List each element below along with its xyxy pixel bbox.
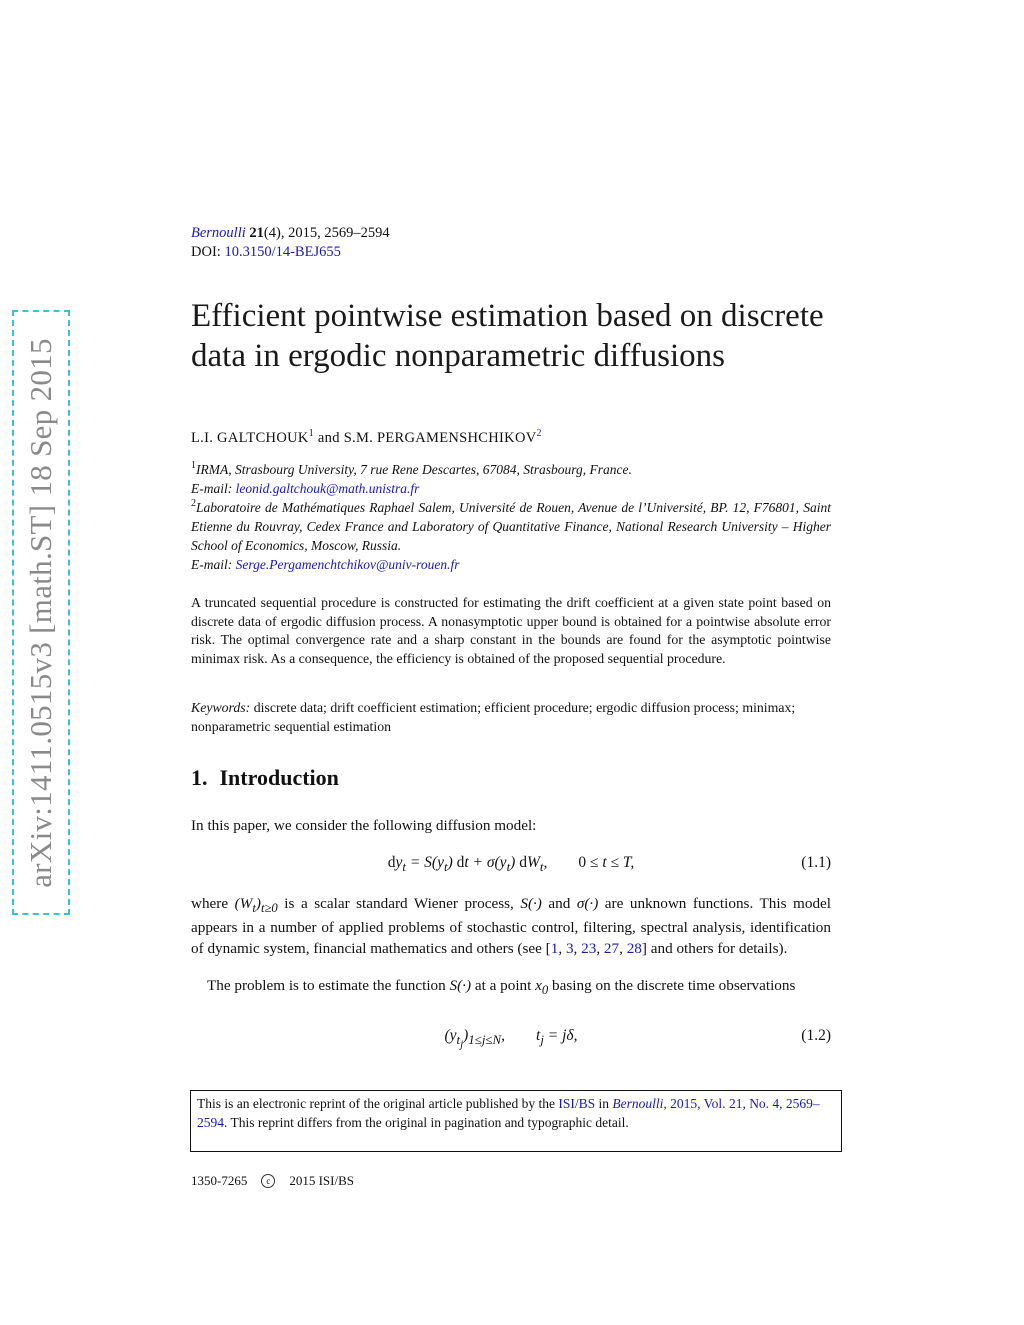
issn: 1350-7265 bbox=[191, 1173, 248, 1188]
email-link-1[interactable]: leonid.galtchouk@math.unistra.fr bbox=[235, 481, 420, 496]
section-heading bbox=[191, 765, 339, 791]
para2-text-3: and bbox=[541, 895, 577, 912]
notice-text-1: This is an electronic reprint of the original article published by the bbox=[197, 1096, 559, 1111]
equation-1-2-body: $(y_{t_j})_{1\le j\le N}$, $t_j = j\delta$, bbox=[444, 1027, 578, 1051]
author-1-sup: 1 bbox=[308, 428, 314, 439]
equation-1-2 bbox=[191, 1027, 831, 1049]
para2-text-4: are unknown functions. This model appears in a number of applied problems of stochastic control, filtering, spectral analysis, identification of dynamic system, financial mathematics and others (see [ bbox=[191, 895, 831, 957]
wiener-process-math: $(W_t)_{t\ge 0}$ bbox=[234, 895, 278, 916]
isi-bs-link[interactable]: ISI/BS bbox=[558, 1096, 596, 1111]
ref-link[interactable]: 1 bbox=[550, 939, 559, 957]
affiliation-2 bbox=[191, 498, 831, 574]
intro-paragraph: In this paper, we consider the following diffusion model: bbox=[191, 817, 537, 834]
sigma-function-math: σ(·) bbox=[576, 895, 599, 912]
journal-issue-pages: (4), 2015, 2569–2594 bbox=[263, 225, 390, 241]
reprint-notice: This is an electronic reprint of the original article published by the ISI/BS in Bernoulli, 2015, Vol. 21, No. 4, 2569–2594. This reprint differs from the original in pagination and typographic detail. bbox=[190, 1090, 842, 1152]
drift-function-math: S(·) bbox=[520, 895, 542, 912]
abstract: A truncated sequential procedure is constructed for estimating the drift coefficient at a given state point based on discrete data of ergodic diffusion process. A nonasymptotic upper bound is obtained for a pointwise absolute error risk. The optimal convergence rate and a sharp constant in the bounds are found for the asymptotic pointwise minimax risk. As a consequence, the efficiency is obtained of the proposed sequential procedure. bbox=[191, 595, 831, 667]
equation-1-2-label: (1.2) bbox=[801, 1027, 831, 1044]
paragraph-3 bbox=[191, 976, 831, 1000]
equation-1-1 bbox=[191, 854, 831, 876]
notice-text-3: . This reprint differs from the original in pagination and typographic detail. bbox=[224, 1114, 629, 1130]
para2-text-5: ] and others for details). bbox=[641, 939, 788, 957]
journal-volume: 21 bbox=[249, 225, 264, 241]
arxiv-stamp bbox=[12, 310, 70, 915]
notice-citation-link[interactable]: 2015, Vol. 21, No. 4, 2569–2594 bbox=[197, 1096, 820, 1130]
x0-math: $x_0$ bbox=[535, 977, 549, 998]
email-label-1: E-mail: bbox=[191, 481, 233, 496]
author-1: L.I. GALTCHOUK bbox=[191, 430, 309, 446]
section-title: Introduction bbox=[219, 765, 339, 790]
journal-info bbox=[191, 224, 390, 262]
footer-year-org: 2015 ISI/BS bbox=[289, 1173, 354, 1188]
copyright-icon: c bbox=[261, 1174, 275, 1188]
footer bbox=[191, 1173, 354, 1189]
ref-link[interactable]: 28 bbox=[626, 939, 642, 957]
email-link-2[interactable]: Serge.Pergamenchtchikov@univ-rouen.fr bbox=[235, 557, 460, 572]
para2-text-1: where bbox=[191, 895, 235, 912]
equation-1-1-label: (1.1) bbox=[801, 854, 831, 871]
affiliation-1 bbox=[191, 460, 831, 498]
keywords-label: Keywords: bbox=[191, 700, 251, 715]
paper-title: Efficient pointwise estimation based on discrete data in ergodic nonparametric diffusions bbox=[191, 298, 824, 374]
para2-text-2: is a scalar standard Wiener process, bbox=[277, 895, 521, 912]
journal-link[interactable]: Bernoulli bbox=[191, 225, 246, 241]
ref-link[interactable]: 3 bbox=[565, 939, 574, 957]
arxiv-id: arXiv:1411.0515v3 [math.ST] 18 Sep 2015 bbox=[23, 337, 58, 888]
doi-label: DOI: bbox=[191, 244, 221, 260]
para3-text-1: The problem is to estimate the function bbox=[207, 977, 450, 994]
s-function-math: S(·) bbox=[449, 977, 472, 994]
ref-link[interactable]: 23 bbox=[581, 939, 597, 957]
aff1-sup: 1 bbox=[191, 460, 196, 471]
author-2-sup[interactable]: 2 bbox=[536, 428, 542, 439]
notice-journal-link[interactable]: Bernoulli bbox=[612, 1096, 664, 1111]
aff1-text: IRMA, Strasbourg University, 7 rue Rene Descartes, 67084, Strasbourg, France. bbox=[196, 462, 632, 477]
equation-1-1-body: $dy_t = S(y_t)$ dt + $\sigma(y_t)$ $dW_t$, 0 ≤ t ≤ T, bbox=[387, 854, 635, 875]
keywords-text: discrete data; drift coefficient estimation; efficient procedure; ergodic diffusion process; minimax; nonparametric sequential estimation bbox=[191, 700, 796, 734]
notice-text-2: in bbox=[595, 1096, 613, 1111]
para3-text-2: at a point bbox=[471, 977, 536, 994]
authors bbox=[191, 430, 542, 447]
ref-link[interactable]: 27 bbox=[603, 939, 620, 957]
aff2-text: Laboratoire de Mathématiques Raphael Salem, Université de Rouen, Avenue de l’Université, BP. 12, F76801, Saint Etienne du Rouvray, Cedex France and Laboratory of Quantitative Finance, National Research University – Higher School of Economics, Moscow, Russia. bbox=[191, 500, 831, 553]
para3-text-3: basing on the discrete time observations bbox=[548, 977, 796, 994]
section-number: 1. bbox=[191, 765, 208, 790]
authors-and: and bbox=[317, 430, 340, 446]
email-label-2: E-mail: bbox=[191, 557, 233, 572]
paragraph-2: where $(W_t)_{t\ge 0}$ is a scalar standard Wiener process, S(·) and σ(·) are unknown functions. This model appears in a number of applied problems of stochastic control, filtering, spectral analysis, identification of dynamic system, financial mathematics and others (see [1, 3, 23, 27, 28] and others for details). bbox=[191, 895, 831, 957]
keywords bbox=[191, 698, 831, 736]
aff2-sup: 2 bbox=[191, 498, 196, 509]
author-2: S.M. PERGAMENSHCHIKOV bbox=[343, 430, 537, 446]
doi-link[interactable]: 10.3150/14-BEJ655 bbox=[224, 244, 341, 260]
